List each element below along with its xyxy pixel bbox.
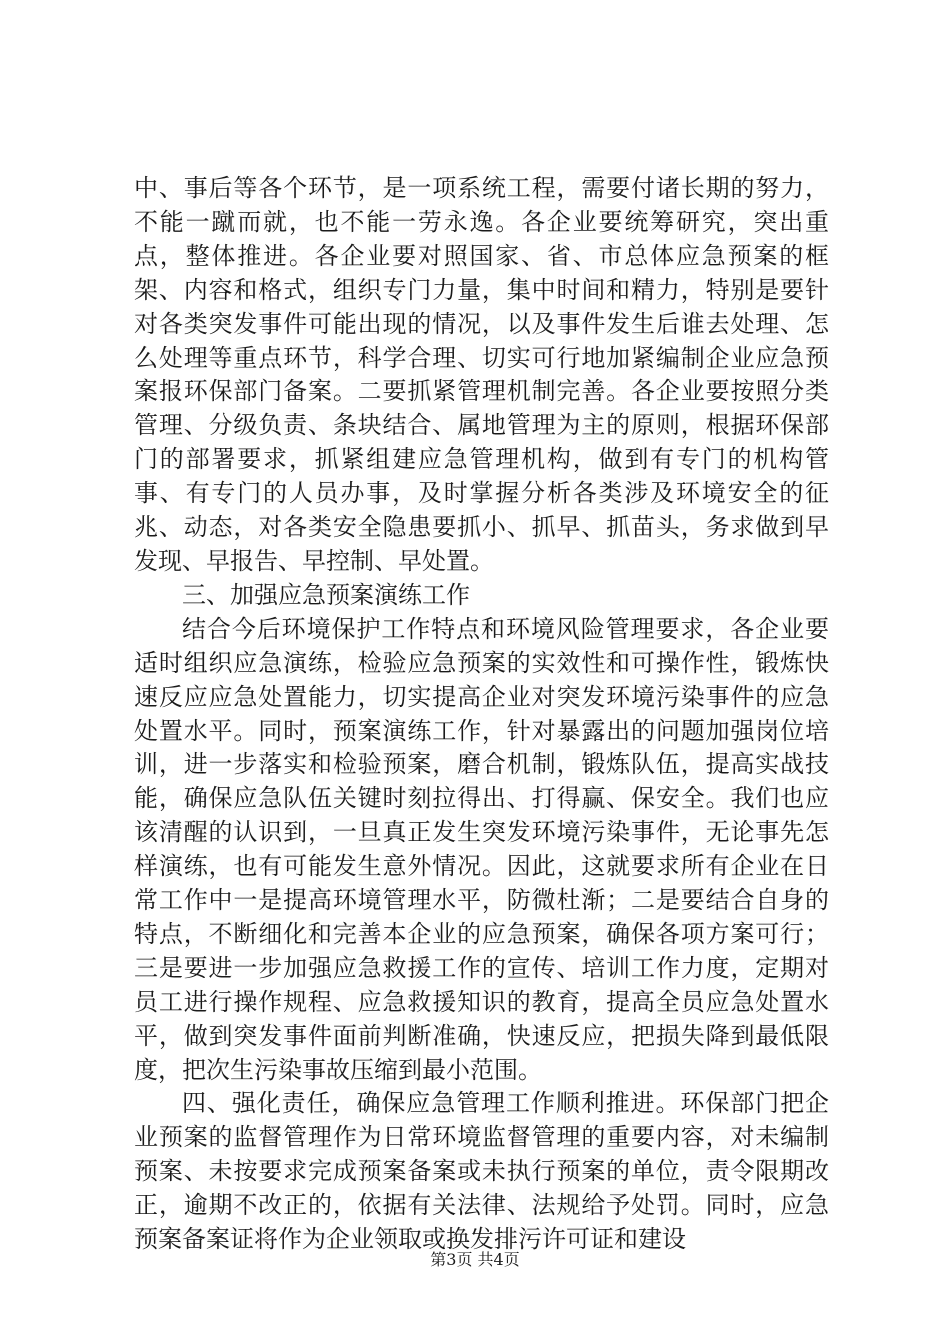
- paragraph-continuation: 中、事后等各个环节，是一项系统工程，需要付诸长期的努力，不能一蹴而就，也不能一劳永逸。各企业要统筹研究，突出重点，整体推进。各企业要对照国家、省、市总体应急预案的框架、内容和格式，组织专门力量，集中时间和精力，特别是要针对各类突发事件可能出现的情况，以及事件发生后谁去处理、怎么处理等重点环节，科学合理、切实可行地加紧编制企业应急预案报环保部门备案。二要抓紧管理机制完善。各企业要按照分类管理、分级负责、条块结合、属地管理为主的原则，根据环保部门的部署要求，抓紧组建应急管理机构，做到有专门的机构管事、有专门的人员办事，及时掌握分析各类涉及环境安全的征兆、动态，对各类安全隐患要抓小、抓早、抓苗头，务求做到早发现、早报告、早控制、早处置。: [134, 174, 829, 575]
- section-heading-4-paragraph: 四、强化责任，确保应急管理工作顺利推进。环保部门把企业预案的监督管理作为日常环境监督管理的重要内容，对未编制预案、未按要求完成预案备案或未执行预案的单位，责令限期改正，逾期不改正的，依据有关法律、法规给予处罚。同时，应急预案备案证将作为企业领取或换发排污许可证和建设: [134, 1089, 829, 1254]
- document-body: [134, 172, 829, 1257]
- page-number-footer: 第3页 共4页: [430, 1250, 520, 1269]
- section-heading-3: 三、加强应急预案演练工作: [182, 580, 470, 609]
- paragraph-drill: 结合今后环境保护工作特点和环境风险管理要求，各企业要适时组织应急演练，检验应急预案的实效性和可操作性，锻炼快速反应应急处置能力，切实提高企业对突发环境污染事件的应急处置水平。同时，预案演练工作，针对暴露出的问题加强岗位培训，进一步落实和检验预案，磨合机制，锻炼队伍，提高实战技能，确保应急队伍关键时刻拉得出、打得赢、保安全。我们也应该清醒的认识到，一旦真正发生突发环境污染事件，无论事先怎样演练，也有可能发生意外情况。因此，这就要求所有企业在日常工作中一是提高环境管理水平，防微杜渐；二是要结合自身的特点，不断细化和完善本企业的应急预案，确保各项方案可行；三是要进一步加强应急救援工作的宣传、培训工作力度，定期对员工进行操作规程、应急救援知识的教育，提高全员应急处置水平，做到突发事件面前判断准确，快速反应，把损失降到最低限度，把次生污染事故压缩到最小范围。: [134, 614, 829, 1084]
